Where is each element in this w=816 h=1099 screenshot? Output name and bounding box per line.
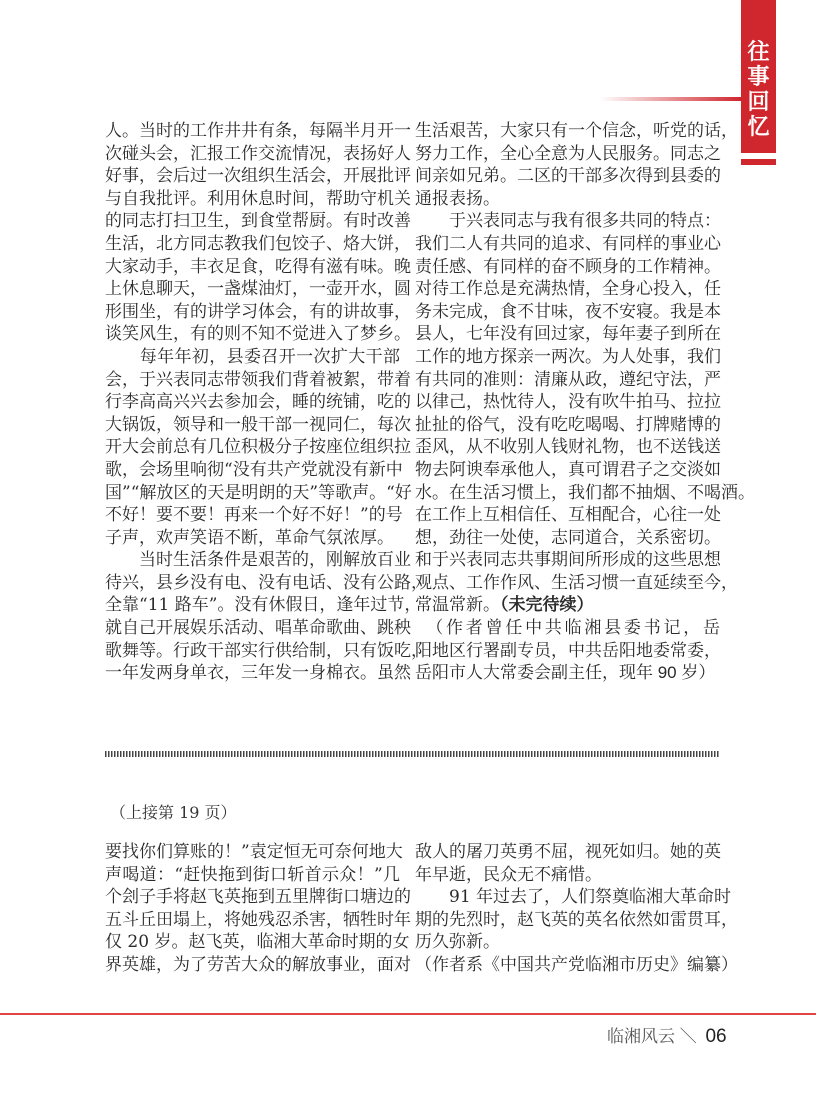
paragraph-line: 生活，北方同志教我们包饺子、烙大饼， [105, 233, 411, 254]
to-be-continued: （未完待续） [500, 595, 594, 616]
section-title-char: 往 [747, 39, 770, 65]
footer-rule [0, 1013, 816, 1015]
paragraph-line: 形围坐，有的讲学习体会，有的讲故事， [105, 301, 411, 322]
paragraph-text: 常温常新。 [415, 595, 500, 616]
bottom-right-column [415, 841, 738, 977]
paragraph-line: 行李高高兴兴去参加会，睡的统铺，吃的 [105, 392, 411, 413]
paragraph-line: 次碰头会，汇报工作交流情况，表扬好人 [105, 143, 411, 164]
paragraph-line: 一年发两身单衣，三年发一身棉衣。虽然 [105, 663, 411, 684]
paragraph-line: 在工作上互相信任、互相配合，心往一处 [415, 505, 721, 526]
section-title-char: 事 [747, 64, 770, 90]
paragraph-line: 工作的地方探亲一两次。为人处事，我们 [415, 346, 721, 367]
paragraph-line: 扯扯的俗气，没有吃吃喝喝、打牌赌博的 [415, 414, 721, 435]
paragraph-line: 我们二人有共同的追求、有同样的事业心 [415, 233, 721, 254]
paragraph-line: 人。当时的工作井井有条，每隔半月开一 [105, 121, 411, 141]
paragraph-line: 以律己，热忱待人，没有吹牛拍马、拉拉 [415, 392, 721, 413]
paragraph-line: 间亲如兄弟。二区的干部多次得到县委的 [415, 166, 721, 187]
author-note: （作者系《中国共产党临湘市历史》编纂） [415, 954, 738, 974]
paragraph-line: 歪风，从不收别人钱财礼物，也不送钱送 [415, 437, 721, 458]
paragraph-line: 期的先烈时，赵飞英的英名依然如雷贯耳， [415, 909, 738, 930]
paragraph-line: 大家动手，丰衣足食，吃得有滋有味。晚 [105, 256, 411, 277]
section-title-char: 忆 [747, 114, 770, 140]
paragraph-line: 的同志打扫卫生，到食堂帮厨。有时改善 [105, 211, 411, 232]
paragraph-line: 91 年过去了，人们祭奠临湘大革命时 [415, 887, 732, 908]
paragraph-line: 五斗丘田塌上，将她残忍杀害，牺牲时年 [105, 909, 411, 930]
paragraph-line [415, 594, 720, 617]
paragraph-line: 谈笑风生，有的则不知不觉进入了梦乡。 [105, 324, 411, 345]
paragraph-line: 好事，会后过一次组织生活会，开展批评 [105, 166, 411, 187]
section-divider [105, 751, 720, 757]
section-title-char: 回 [747, 89, 770, 115]
paragraph-line: 生活艰苦，大家只有一个信念，听党的话， [415, 121, 738, 141]
paragraph-line: 敌人的屠刀英勇不屈，视死如归。她的英 [415, 842, 721, 862]
paragraph-line: 上休息聊天，一盏煤油灯，一壶开水，圆 [105, 279, 411, 300]
paragraph-line: 全靠“11 路车”。没有休假日，逢年过节， [105, 595, 422, 616]
paragraph-line: 观点、工作作风、生活习惯一直延续至今， [415, 572, 738, 593]
header-gradient-line [600, 97, 741, 101]
paragraph-line: 界英雄，为了劳苦大众的解放事业，面对 [105, 954, 411, 975]
paragraph-line: 务未完成，食不甘味，夜不安寝。我是本 [415, 301, 721, 322]
bottom-left-column [105, 841, 411, 977]
paragraph-line: 县人，七年没有回过家，每年妻子到所在 [415, 324, 721, 345]
paragraph-line: 通报表扬。 [415, 188, 500, 209]
paragraph-line: 歌舞等。行政干部实行供给制，只有饭吃， [105, 640, 428, 661]
paragraph-line: 大锅饭，领导和一般干部一视同仁，每次 [105, 414, 411, 435]
paragraph-line: 与自我批评。利用休息时间，帮助守机关 [105, 188, 411, 209]
paragraph-line: 待兴，县乡没有电、没有电话、没有公路， [105, 572, 428, 593]
paragraph-line: 水。在生活习惯上，我们都不抽烟、不喝酒。 [415, 482, 755, 503]
paragraph-line: 要找你们算账的！”袁定恒无可奈何地大 [105, 842, 403, 862]
page-number: 06 [705, 1026, 727, 1047]
section-title [741, 40, 776, 140]
paragraph-line: 历久弥新。 [415, 932, 500, 953]
paragraph-line: 想，劲往一处使，志同道合，关系密切。 [415, 527, 721, 548]
paragraph-line: 对待工作总是充满热情，全身心投入，任 [415, 279, 721, 300]
top-left-column [105, 120, 428, 685]
section-banner [741, 0, 776, 153]
paragraph-line: 责任感、有同样的奋不顾身的工作精神。 [415, 256, 721, 277]
author-note-line: 阳地区行署副专员，中共岳阳地委常委， [415, 640, 721, 660]
paragraph-line: 会，于兴表同志带领我们背着被絮，带着 [105, 369, 411, 390]
paragraph-line: 物去阿谀奉承他人，真可谓君子之交淡如 [415, 459, 721, 480]
footer [607, 1022, 727, 1048]
paragraph-line: 当时生活条件是艰苦的，刚解放百业 [105, 550, 411, 571]
paragraph-line: 每年年初，县委召开一次扩大干部 [105, 346, 400, 367]
paragraph-line: 就自己开展娱乐活动、唱革命歌曲、跳秧 [105, 618, 411, 639]
continuation-note: （上接第 19 页） [110, 803, 237, 822]
paragraph-line: 个刽子手将赵飞英拖到五里牌街口塘边的 [105, 887, 411, 908]
paragraph-line: 年早逝，民众无不痛惜。 [415, 864, 602, 885]
top-right-column [415, 120, 755, 685]
paragraph-line: 仅 20 岁。赵飞英，临湘大革命时期的女 [105, 932, 410, 953]
paragraph-line: 有共同的准则：清廉从政，遵纪守法，严 [415, 369, 721, 390]
author-note-line: （作者曾任中共临湘县委书记，岳 [415, 618, 720, 638]
paragraph-line: 不好！要不要！再来一个好不好！”的号 [105, 505, 403, 526]
paragraph-line: 国”“解放区的天是明朗的天”等歌声。“好 [105, 482, 412, 503]
paragraph-line: 子声，欢声笑语不断，革命气氛浓厚。 [105, 527, 394, 548]
banner-underline [741, 159, 776, 165]
paragraph-line: 歌，会场里响彻“没有共产党就没有新中 [105, 459, 403, 480]
paragraph-line: 声喝道：“赶快拖到街口斩首示众！”几 [105, 864, 400, 885]
author-note-line: 岳阳市人大常委会副主任，现年 90 岁） [415, 663, 716, 683]
magazine-name: 临湘风云 [607, 1027, 675, 1046]
footer-separator: ＼ [679, 1027, 697, 1046]
paragraph-line: 开大会前总有几位积极分子按座位组织拉 [105, 437, 411, 458]
paragraph-line: 和于兴表同志共事期间所形成的这些思想 [415, 550, 721, 571]
paragraph-line: 努力工作，全心全意为人民服务。同志之 [415, 143, 721, 164]
paragraph-line: 于兴表同志与我有很多共同的特点： [415, 211, 721, 232]
